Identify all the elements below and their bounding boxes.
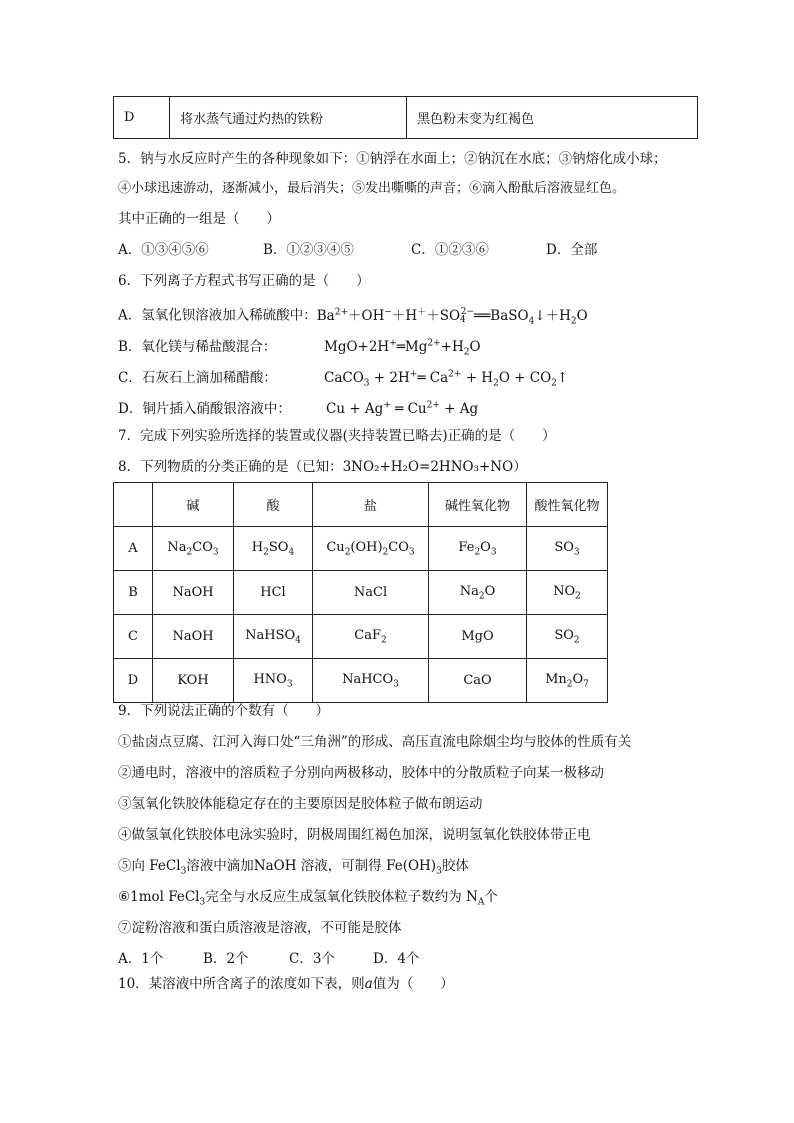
table-cell: $SO_3$ [527,527,608,571]
q9-statement-6: ⑥1mol FeCl$_3$完全与水反应生成氢氧化铁胶体粒子数约为 $N_A$个 [118,889,498,908]
table-cell: NaOH [153,571,234,615]
q7-stem: 7．完成下列实验所选择的装置或仪器(夹持装置已略去)正确的是（ ） [118,428,556,444]
table-cell: 将水蒸气通过灼热的铁粉 [170,97,407,139]
q5-option-b: B．①②③④⑤ [263,242,354,258]
row-label: A [114,527,153,571]
row-label: D [114,659,153,703]
table-row [114,527,608,571]
classification-table [113,482,608,703]
table-cell: NaHSO$_4$ [234,615,313,659]
q9-s5-part: 溶液中滴加NaOH 溶液，可制得 Fe(OH) [186,858,437,874]
q5-line3: 其中正确的一组是（ ） [118,211,280,227]
table-cell: $SO_2$ [527,615,608,659]
table-cell: HCl [234,571,313,615]
table-header-row [114,483,608,527]
q10-stem-part: 值为（ ） [372,976,454,992]
table-cell: D [114,97,170,139]
table-cell: NaCl [313,571,429,615]
q9-statement-1: ①盐卤点豆腐、江河入海口处“三角洲”的形成、高压直流电除烟尘均与胶体的性质有关 [118,734,632,750]
q5-line2: ④小球迅速游动，逐渐减小，最后消失；⑤发出嘶嘶的声音；⑥滴入酚酞后溶液显红色。 [118,181,626,196]
q9-option-b: B．2个 [203,951,249,967]
q9-stem: 9．下列说法正确的个数有（ ） [118,703,330,719]
q9-s6-part: 个 [484,889,498,905]
table-cell: NaOH [153,615,234,659]
q5-option-d: D．全部 [546,242,598,258]
table-cell: $H_2SO_4$ [234,527,313,571]
q10-stem [118,975,454,993]
q6-option-c [118,365,568,392]
table-cell: CaF$_2$ [313,615,429,659]
table-row [114,97,698,139]
table-cell: $NO_2$ [527,571,608,615]
q6-stem: 6．下列离子方程式书写正确的是（ ） [118,273,370,289]
q6-c-label: C．石灰石上滴加稀醋酸： [118,369,277,386]
table-header [114,483,153,527]
q6-option-b [118,334,481,361]
table-cell: $Na_2CO_3$ [153,527,234,571]
table-header: 盐 [313,483,429,527]
q6-c-equation: CaCO$_3$ + 2H+═ $Ca^{2+} + H_2O$ + $CO_2↑$ [324,369,569,389]
table-header: 酸 [234,483,313,527]
table-cell: $HNO_3$ [234,659,313,703]
table-cell: 黑色粉末变为红褐色 [407,97,698,139]
table-cell: $Cu_2(OH)_2CO_3$ [313,527,429,571]
table-row [114,659,608,703]
q9-s6-part: 完全与水反应生成氢氧化铁胶体粒子数约为 N [205,889,478,905]
q9-options [118,950,419,968]
q6-a-label: A．氢氧化钡溶液加入稀硫酸中： [118,307,317,324]
q5-options [118,241,597,259]
table-cell: NaHCO$_3$ [313,659,429,703]
q6-d-equation: Cu + Ag+ ═ $Cu^{2+} + Ag$ [326,400,479,417]
table-row [114,571,608,615]
table-cell: $Mn_2O_7$ [527,659,608,703]
table-header: 酸性氧化物 [527,483,608,527]
q10-stem-part: 10．某溶液中所含离子的浓度如下表，则 [118,976,365,992]
q10-variable: a [364,976,373,992]
table-header: 碱性氧化物 [429,483,527,527]
q6-d-label: D．铜片插入硝酸银溶液中： [118,400,291,417]
q9-statement-3: ③氢氧化铁胶体能稳定存在的主要原因是胶体粒子做布朗运动 [118,796,483,812]
q9-option-c: C．3个 [289,951,335,967]
top-table [113,96,698,139]
q6-b-label: B．氧化镁与稀盐酸混合： [118,338,277,355]
q9-statement-5: ⑤向 FeCl$_3$溶液中滴加NaOH 溶液，可制得 $Fe(OH)_3$胶体 [118,858,469,877]
q9-option-a: A．1个 [118,951,164,967]
table-cell: $Na_2O$ [429,571,527,615]
q9-statement-7: ⑦淀粉溶液和蛋白质溶液是溶液，不可能是胶体 [118,920,402,936]
row-label: B [114,571,153,615]
q8-stem: 8．下列物质的分类正确的是（已知：3NO₂+H₂O=2HNO₃+NO） [118,459,527,475]
q6-option-d [118,396,478,418]
table-cell: KOH [153,659,234,703]
q6-option-a [118,303,588,330]
q9-statement-4: ④做氢氧化铁胶体电泳实验时，阴极周围红褐色加深，说明氢氧化铁胶体带正电 [118,827,591,843]
row-label: C [114,615,153,659]
q6-b-equation: $MgO+2H^+═Mg^{2+}+H_2O$ [324,338,481,358]
q5-line1: 5．钠与水反应时产生的各种现象如下：①钠浮在水面上；②钠沉在水底；③钠熔化成小球； [118,151,667,167]
table-cell: $Fe_2O_3$ [429,527,527,571]
q6-a-equation: $Ba^{2+}+OH^-+H^++SO_4^{2-}══BaSO_4↓+H_2O$ [316,307,588,327]
table-cell: CaO [429,659,527,703]
table-cell: MgO [429,615,527,659]
q9-option-d: D．4个 [373,951,420,967]
table-header: 碱 [153,483,234,527]
q9-s5-part: 胶体 [441,858,469,874]
table-row [114,615,608,659]
q9-statement-2: ②通电时，溶液中的溶质粒子分别向两极移动，胶体中的分散质粒子向某一极移动 [118,765,604,781]
q5-option-c: C．①②③⑥ [411,242,489,258]
q9-s6-part: ⑥1mol FeCl [118,889,200,905]
q5-option-a: A．①③④⑤⑥ [118,242,209,258]
q9-s5-part: ⑤向 FeCl [118,858,181,874]
